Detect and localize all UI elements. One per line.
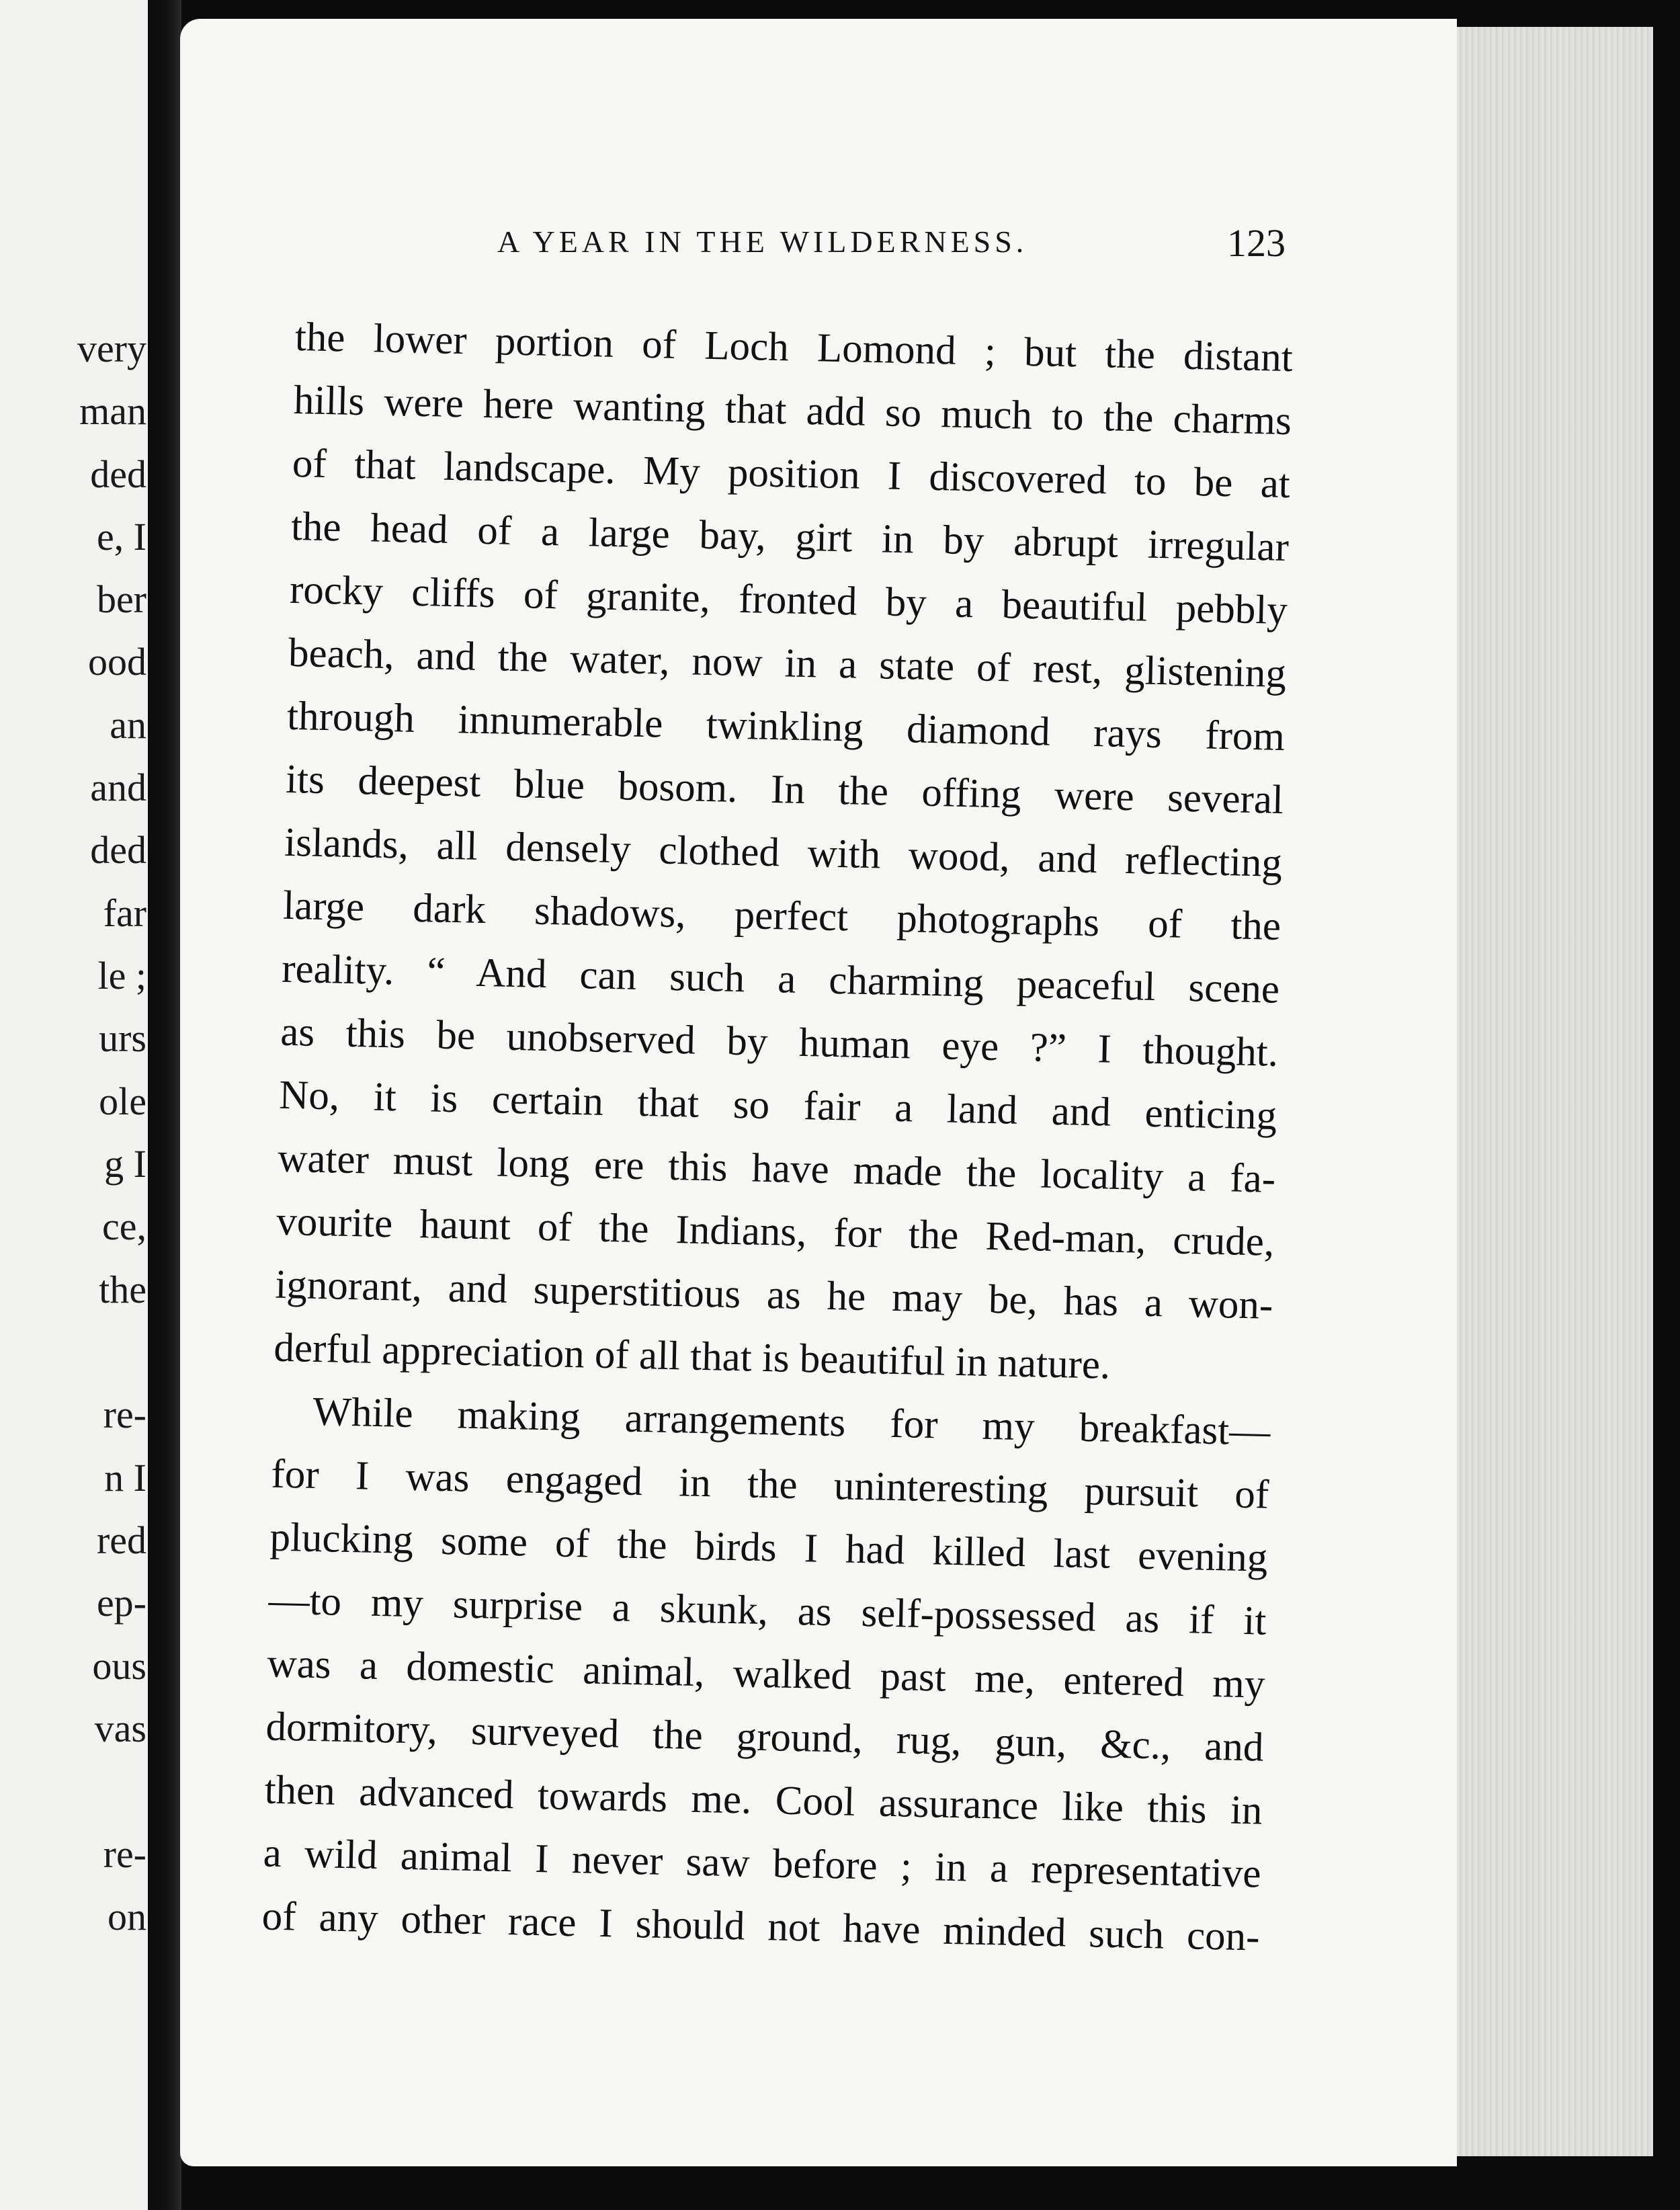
facing-page-fragment: ep- [96, 1581, 146, 1625]
facing-page-fragment: g I [104, 1142, 146, 1186]
text-line: large dark shadows, perfect photographs of the [282, 883, 1282, 949]
text-line: plucking some of the birds I had killed last evening [269, 1514, 1268, 1581]
facing-page-fragment: le ; [97, 954, 146, 997]
text-line: ignorant, and superstitious as he may be, has a won- [274, 1262, 1273, 1328]
page-edges [1438, 27, 1653, 2156]
text-line: a wild animal I never saw before ; in a representative [263, 1830, 1262, 1897]
page-number: 123 [1227, 221, 1286, 265]
text-line: derful appreciation of all that is beautiful in nature. [273, 1325, 1111, 1388]
text-line: was a domestic animal, walked past me, entered my [266, 1641, 1266, 1707]
text-line: then advanced towards me. Cool assurance like this in [264, 1767, 1263, 1834]
facing-page-fragment: re- [103, 1393, 146, 1436]
text-line: beach, and the water, now in a state of rest, glistening [288, 630, 1287, 696]
facing-page-fragment: urs [99, 1016, 146, 1060]
facing-page-fragment: very [77, 327, 146, 370]
text-line: for I was engaged in the uninteresting pursuit of [270, 1451, 1269, 1518]
text-line: the lower portion of Loch Lomond ; but the distant [294, 314, 1294, 381]
facing-page-fragment: far [103, 891, 146, 935]
text-line: No, it is certain that so fair a land and enticing [278, 1072, 1277, 1139]
text-line: rocky cliffs of granite, fronted by a beautiful pebbly [289, 567, 1288, 633]
text-line: of that landscape. My position I discovered to be at [292, 440, 1291, 507]
body-text [261, 306, 1294, 1969]
facing-page-fragment: ce, [102, 1204, 146, 1248]
facing-page-fragment: ded [90, 828, 146, 872]
facing-page-fragment: e, I [96, 515, 146, 559]
facing-page-fragment: man [79, 389, 146, 433]
text-line: —to my surprise a skunk, as self-possessed as if it [267, 1578, 1267, 1644]
facing-page-fragment: ber [96, 577, 146, 621]
running-head: A YEAR IN THE WILDERNESS. [497, 224, 1028, 259]
text-line: through innumerable twinkling diamond rays from [286, 693, 1286, 760]
facing-page-fragment: ous [92, 1644, 146, 1688]
text-line: as this be unobserved by human eye ?” I thought. [280, 1009, 1279, 1075]
facing-page-fragment: re- [103, 1832, 146, 1876]
book-gutter [148, 0, 181, 2210]
text-line: vourite haunt of the Indians, for the Red-man, crude, [276, 1198, 1275, 1265]
text-line: islands, all densely clothed with wood, and reflecting [284, 819, 1283, 886]
text-line: of any other race I should not have minded such con- [261, 1893, 1261, 1960]
text-line: its deepest blue bosom. In the offing were several [285, 756, 1284, 823]
facing-page-fragment: ood [88, 640, 146, 684]
facing-page-fragment: ole [99, 1079, 146, 1123]
facing-page-fragment: an [110, 703, 146, 747]
text-line: While making arrangements for my breakfast— [312, 1389, 1271, 1455]
text-line: hills were here wanting that add so much to the charms [293, 377, 1292, 444]
text-line: water must long ere this have made the locality a fa- [277, 1135, 1276, 1202]
text-line: reality. “ And can such a charming peaceful scene [281, 946, 1280, 1012]
facing-page-fragment: and [90, 766, 146, 809]
facing-page-fragment: red [96, 1518, 146, 1562]
facing-page-fragment: the [99, 1268, 146, 1311]
facing-page-fragment: ded [90, 452, 146, 496]
facing-page-fragment: on [108, 1895, 146, 1938]
text-line: the head of a large bay, girt in by abrupt irregular [290, 503, 1290, 571]
facing-page-fragment: vas [94, 1707, 146, 1750]
facing-page-fragment: n I [104, 1456, 146, 1500]
text-line: dormitory, surveyed the ground, rug, gun, &c., and [265, 1704, 1265, 1770]
facing-page-left [0, 0, 156, 2210]
